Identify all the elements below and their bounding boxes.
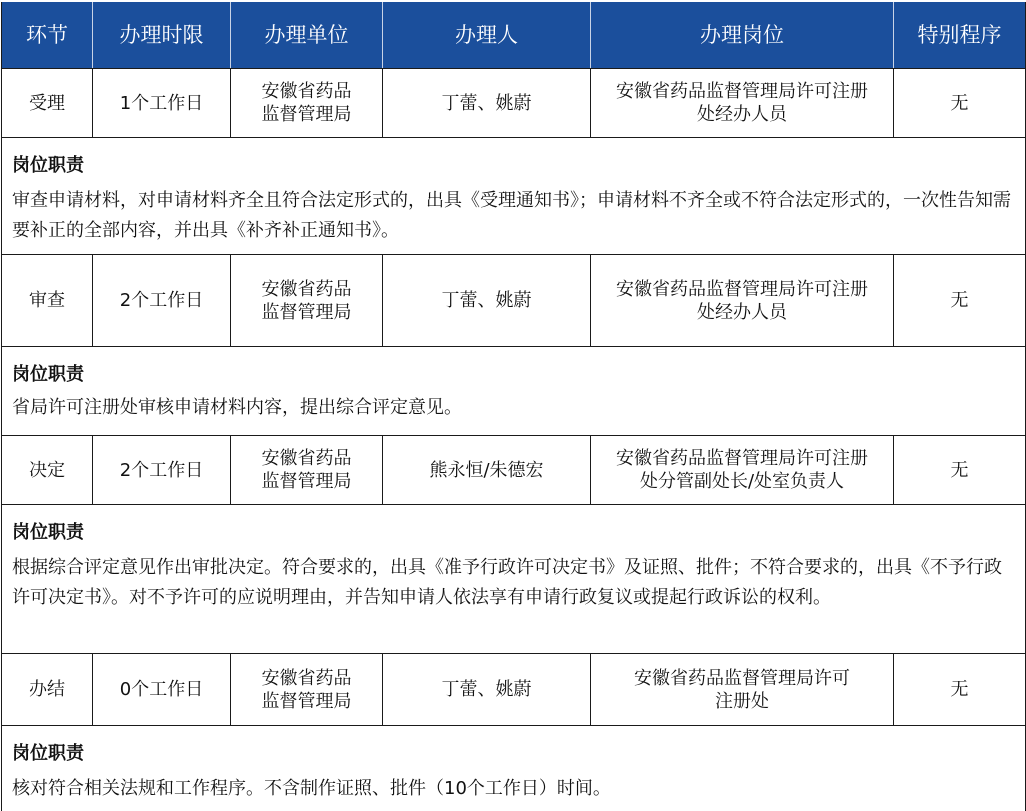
step-position: 安徽省药品监督管理局许可注册 处经办人员 (591, 255, 894, 346)
duty-title: 岗位职责 (12, 364, 84, 385)
step-special: 无 (950, 92, 969, 114)
step-stage: 办结 (2, 654, 93, 725)
step-time-limit: 0个工作日 (93, 654, 231, 725)
duty-title: 岗位职责 (12, 743, 84, 764)
step-handler: 熊永恒/朱德宏 (383, 436, 591, 504)
duty-text: 省局许可注册处审核申请材料内容，提出综合评定意见。 (12, 397, 462, 418)
duty-text: 审查申请材料，对申请材料齐全且符合法定形式的，出具《受理通知书》；申请材料不齐全或不符合法定形式的，一次性告知需要补正的全部内容，并出具《补齐补正通知书》。 (12, 190, 1011, 241)
header-stage: 环节 (2, 2, 93, 68)
step-time-limit: 2个工作日 (93, 255, 231, 346)
step-special: 无 (950, 290, 969, 311)
step-unit: 安徽省药品 监督管理局 (231, 255, 383, 346)
duty-section (2, 505, 1025, 654)
duty-section (2, 726, 1025, 811)
duty-text: 根据综合评定意见作出审批决定。符合要求的，出具《准予行政许可决定书》及证照、批件；不符合要求的，出具《不予行政许可决定书》。对不予许可的应说明理由，并告知申请人依法享有申请行政复议或提起行政诉讼的权利。 (12, 557, 1002, 608)
step-special: 无 (950, 459, 969, 481)
header-time-limit: 办理时限 (93, 2, 231, 68)
duty-section (2, 347, 1025, 436)
step-special: 无 (950, 679, 969, 700)
duty-title: 岗位职责 (12, 155, 84, 176)
step-handler: 丁蕾、姚蔚 (383, 255, 591, 346)
header-handler: 办理人 (383, 2, 591, 68)
step-position: 安徽省药品监督管理局许可注册 处经办人员 (591, 69, 894, 137)
step-unit: 安徽省药品 监督管理局 (231, 436, 383, 504)
step-unit: 安徽省药品 监督管理局 (231, 69, 383, 137)
step-row (2, 654, 1025, 726)
step-time-limit: 1个工作日 (93, 69, 231, 137)
header-unit: 办理单位 (231, 2, 383, 68)
step-time-limit: 2个工作日 (93, 436, 231, 504)
step-row (2, 255, 1025, 347)
step-handler: 丁蕾、姚蔚 (383, 654, 591, 725)
step-position: 安徽省药品监督管理局许可 注册处 (591, 654, 894, 725)
step-row (2, 69, 1025, 138)
duty-title: 岗位职责 (12, 522, 84, 543)
step-stage: 受理 (2, 69, 93, 137)
step-unit: 安徽省药品 监督管理局 (231, 654, 383, 725)
step-position: 安徽省药品监督管理局许可注册 处分管副处长/处室负责人 (591, 436, 894, 504)
duty-text: 核对符合相关法规和工作程序。不含制作证照、批件（10个工作日）时间。 (12, 778, 611, 799)
header-position: 办理岗位 (591, 2, 894, 68)
table-header (2, 2, 1025, 69)
header-special: 特别程序 (917, 22, 1002, 47)
step-stage: 决定 (2, 436, 93, 504)
step-stage: 审查 (2, 255, 93, 346)
step-handler: 丁蕾、姚蔚 (383, 69, 591, 137)
process-table (1, 2, 1026, 811)
duty-section (2, 138, 1025, 255)
step-row (2, 436, 1025, 505)
